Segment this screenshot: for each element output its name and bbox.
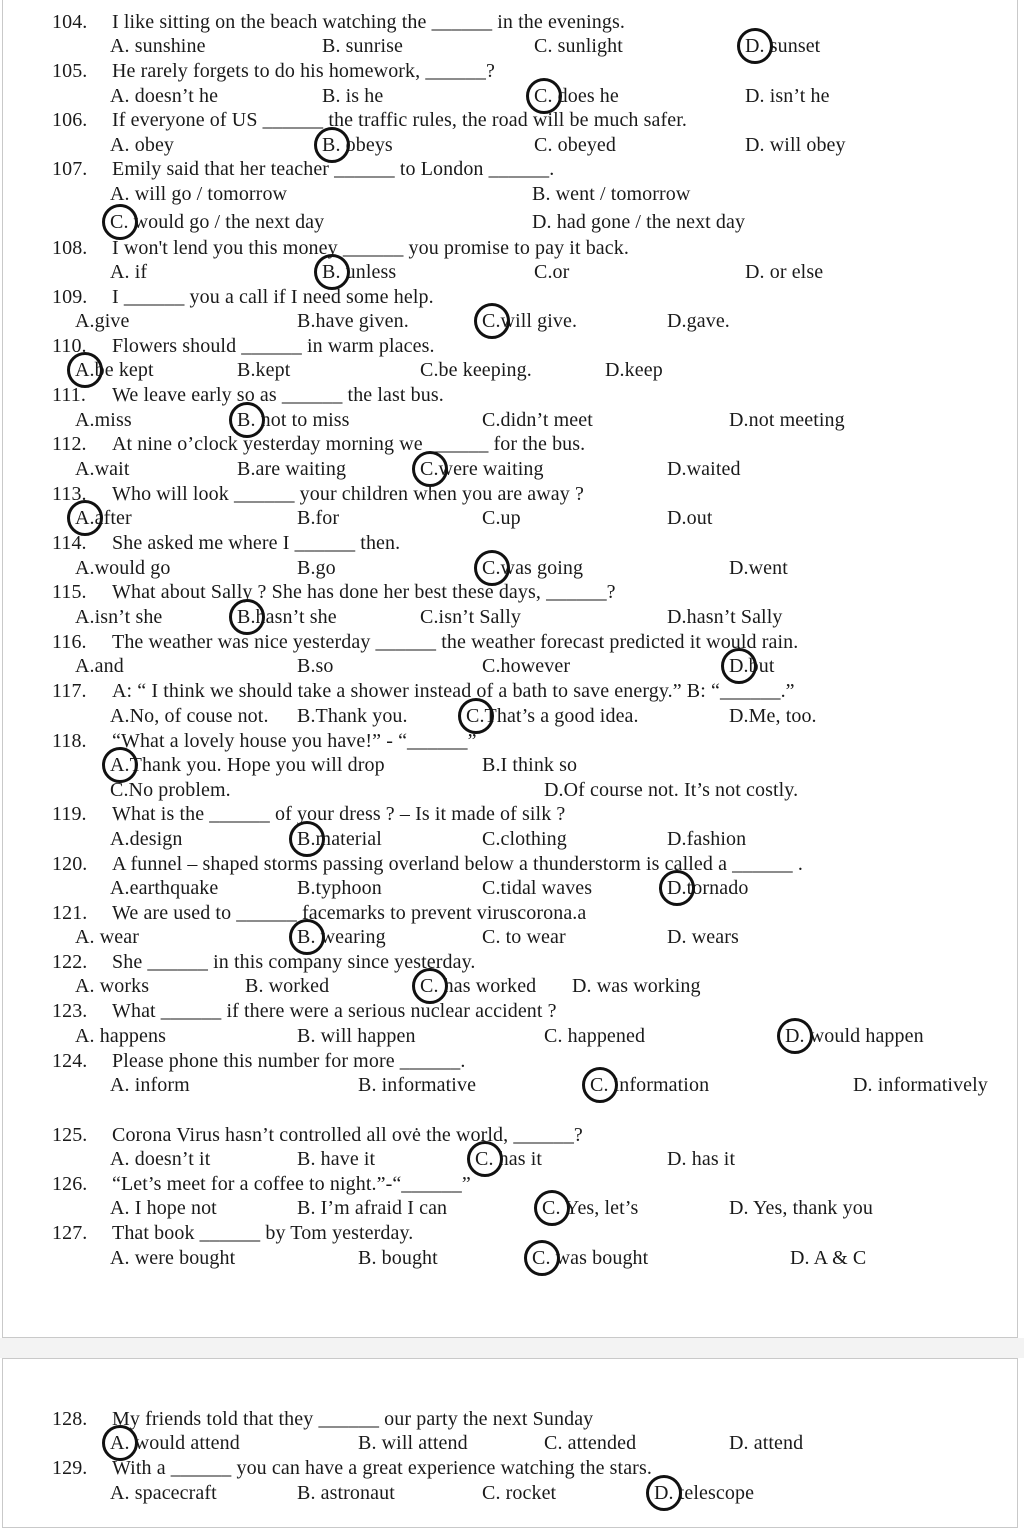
option-c[interactable]: C.tidal waves	[482, 877, 593, 899]
option-a[interactable]: A. I hope not	[110, 1197, 217, 1219]
option-c[interactable]: C.were waiting	[420, 458, 544, 480]
option-b[interactable]: B. went / tomorrow	[532, 183, 691, 205]
option-c[interactable]: C.No problem.	[110, 779, 231, 801]
option-a[interactable]: A.give	[75, 310, 130, 332]
question-number: 108.	[52, 237, 88, 259]
question-number: 121.	[52, 902, 88, 924]
option-c[interactable]: C. sunlight	[534, 35, 623, 57]
option-c[interactable]: C.be keeping.	[420, 359, 532, 381]
option-c[interactable]: C. happened	[544, 1025, 646, 1047]
question-number: 124.	[52, 1050, 88, 1072]
question-number: 126.	[52, 1173, 88, 1195]
option-b[interactable]: B.kept	[237, 359, 291, 381]
option-b[interactable]: B.have given.	[297, 310, 409, 332]
option-c[interactable]: C. was bought	[532, 1247, 649, 1269]
question-number: 123.	[52, 1000, 88, 1022]
option-c[interactable]: C. rocket	[482, 1482, 557, 1504]
question-stem: If everyone of US ______ the traffic rules, the road will be much safer.	[112, 109, 687, 131]
option-d[interactable]: D.Me, too.	[729, 705, 817, 727]
question-stem: I ______ you a call if I need some help.	[112, 286, 434, 308]
option-b[interactable]: B.hasn’t she	[237, 606, 337, 628]
question-number: 119.	[52, 803, 87, 825]
option-b[interactable]: B. not to miss	[237, 409, 350, 431]
option-a[interactable]: A.design	[110, 828, 183, 850]
question-stem: Please phone this number for more ______.	[112, 1050, 466, 1072]
answer-circle-mark	[659, 870, 695, 906]
option-b[interactable]: B. will attend	[358, 1432, 468, 1454]
question-stem: What is the ______ of your dress ? – Is it made of silk ?	[112, 803, 566, 825]
option-a[interactable]: A.isn’t she	[75, 606, 163, 628]
option-c[interactable]: C. does he	[534, 85, 619, 107]
option-a[interactable]: A. sunshine	[110, 35, 206, 57]
question-number: 110.	[52, 335, 87, 357]
option-a[interactable]: A. spacecraft	[110, 1482, 217, 1504]
question-number: 106.	[52, 109, 88, 131]
option-a[interactable]: A.would go	[75, 557, 171, 579]
option-b[interactable]: B. have it	[297, 1148, 376, 1170]
option-c[interactable]: C.That’s a good idea.	[466, 705, 639, 727]
option-c[interactable]: C.up	[482, 507, 521, 529]
answer-circle-mark	[102, 204, 138, 240]
option-c[interactable]: C. Yes, let’s	[542, 1197, 639, 1219]
page-gap	[0, 1338, 1024, 1358]
option-a[interactable]: A.miss	[75, 409, 132, 431]
option-d[interactable]: D.tornado	[667, 877, 749, 899]
option-d[interactable]: D. or else	[745, 261, 824, 283]
option-b[interactable]: B. bought	[358, 1247, 438, 1269]
option-c[interactable]: C.or	[534, 261, 570, 283]
option-a[interactable]: A.be kept	[75, 359, 154, 381]
option-a[interactable]: A.and	[75, 655, 124, 677]
option-b[interactable]: B. sunrise	[322, 35, 403, 57]
option-c[interactable]: C.didn’t meet	[482, 409, 593, 431]
option-b[interactable]: B.Thank you.	[297, 705, 408, 727]
option-b[interactable]: B.are waiting	[237, 458, 347, 480]
option-b[interactable]: B.typhoon	[297, 877, 382, 899]
option-a[interactable]: A. works	[75, 975, 150, 997]
option-a[interactable]: A. doesn’t it	[110, 1148, 211, 1170]
option-d[interactable]: D. will obey	[745, 134, 846, 156]
option-c[interactable]: C.however	[482, 655, 571, 677]
question-stem: That book ______ by Tom yesterday.	[112, 1222, 414, 1244]
question-number: 117.	[52, 680, 87, 702]
option-a[interactable]: A. inform	[110, 1074, 190, 1096]
question-stem: “What a lovely house you have!” - “______”	[112, 730, 477, 752]
question-stem: What ______ if there were a serious nuclear accident ?	[112, 1000, 557, 1022]
question-number: 128.	[52, 1408, 88, 1430]
answer-circle-mark	[524, 1240, 560, 1276]
option-c[interactable]: C. has worked	[420, 975, 537, 997]
question-number: 115.	[52, 581, 87, 603]
option-c[interactable]: C. has it	[475, 1148, 543, 1170]
option-b[interactable]: B.material	[297, 828, 382, 850]
answer-circle-mark	[646, 1475, 682, 1511]
option-b[interactable]: B.I think so	[482, 754, 578, 776]
option-a[interactable]: A.after	[75, 507, 132, 529]
question-number: 105.	[52, 60, 88, 82]
option-d[interactable]: D.keep	[605, 359, 663, 381]
option-d[interactable]: D. would happen	[785, 1025, 924, 1047]
question-stem: A: “ I think we should take a shower instead of a bath to save energy.” B: “______.”	[112, 680, 795, 702]
option-d[interactable]: D. has it	[667, 1148, 736, 1170]
question-number: 122.	[52, 951, 88, 973]
option-d[interactable]: D. A & C	[790, 1247, 867, 1269]
question-number: 125.	[52, 1124, 88, 1146]
option-d[interactable]: D. was working	[572, 975, 701, 997]
option-d[interactable]: D. isn’t he	[745, 85, 830, 107]
question-number: 113.	[52, 483, 87, 505]
option-d[interactable]: D. telescope	[654, 1482, 755, 1504]
option-c[interactable]: C. to wear	[482, 926, 566, 948]
question-number: 129.	[52, 1457, 88, 1479]
option-a[interactable]: A. wear	[75, 926, 140, 948]
option-a[interactable]: A.earthquake	[110, 877, 219, 899]
question-stem: I like sitting on the beach watching the ______ in the evenings.	[112, 11, 625, 33]
question-number: 109.	[52, 286, 88, 308]
option-a[interactable]: A. would attend	[110, 1432, 240, 1454]
question-stem: He rarely forgets to do his homework, ______?	[112, 60, 495, 82]
question-stem: She ______ in this company since yesterday.	[112, 951, 476, 973]
option-d[interactable]: D.but	[729, 655, 775, 677]
question-stem: I won't lend you this money ______ you promise to pay it back.	[112, 237, 629, 259]
option-a[interactable]: A.wait	[75, 458, 130, 480]
question-stem: We are used to ______ facemarks to prevent viruscorona.a	[112, 902, 587, 924]
option-c[interactable]: C.will give.	[482, 310, 578, 332]
option-a[interactable]: A.No, of couse not.	[110, 705, 269, 727]
option-b[interactable]: B.for	[297, 507, 340, 529]
answer-circle-mark	[467, 1141, 503, 1177]
option-d[interactable]: D. sunset	[745, 35, 821, 57]
option-d[interactable]: D.out	[667, 507, 713, 529]
option-c[interactable]: C. would go / the next day	[110, 211, 325, 233]
option-a[interactable]: A. were bought	[110, 1247, 236, 1269]
option-d[interactable]: D. wears	[667, 926, 739, 948]
question-number: 120.	[52, 853, 88, 875]
option-b[interactable]: B.go	[297, 557, 336, 579]
option-d[interactable]: D. informatively	[853, 1074, 988, 1096]
option-d[interactable]: D.not meeting	[729, 409, 845, 431]
option-b[interactable]: B. informative	[358, 1074, 477, 1096]
question-stem: Corona Virus hasn’t controlled all ovė the world, ______?	[112, 1124, 583, 1146]
option-a[interactable]: A. happens	[75, 1025, 166, 1047]
question-number: 107.	[52, 158, 88, 180]
question-number: 104.	[52, 11, 88, 33]
option-c[interactable]: C. obeyed	[534, 134, 616, 156]
option-a[interactable]: A. obey	[110, 134, 175, 156]
option-c[interactable]: C. attended	[544, 1432, 637, 1454]
option-c[interactable]: C.was going	[482, 557, 584, 579]
option-d[interactable]: D.waited	[667, 458, 741, 480]
question-stem: She asked me where I ______ then.	[112, 532, 401, 554]
option-d[interactable]: D. had gone / the next day	[532, 211, 746, 233]
option-d[interactable]: D.hasn’t Sally	[667, 606, 783, 628]
question-stem: The weather was nice yesterday ______ the weather forecast predicted it would rain.	[112, 631, 799, 653]
option-c[interactable]: C. information	[590, 1074, 710, 1096]
question-number: 116.	[52, 631, 87, 653]
option-b[interactable]: B. worked	[245, 975, 330, 997]
option-d[interactable]: D. attend	[729, 1432, 804, 1454]
question-stem: Who will look ______ your children when you are away ?	[112, 483, 584, 505]
option-c[interactable]: C.clothing	[482, 828, 567, 850]
question-stem: “Let’s meet for a coffee to night.”-“______”	[112, 1173, 471, 1195]
option-b[interactable]: B. unless	[322, 261, 397, 283]
option-d[interactable]: D.went	[729, 557, 788, 579]
question-number: 118.	[52, 730, 87, 752]
option-b[interactable]: B. obeys	[322, 134, 393, 156]
question-stem: My friends told that they ______ our party the next Sunday	[112, 1408, 594, 1430]
option-a[interactable]: A.Thank you. Hope you will drop	[110, 754, 385, 776]
question-number: 111.	[52, 384, 86, 406]
question-number: 127.	[52, 1222, 88, 1244]
option-b[interactable]: B. is he	[322, 85, 384, 107]
option-d[interactable]: D. Yes, thank you	[729, 1197, 873, 1219]
answer-circle-mark	[474, 303, 510, 339]
option-a[interactable]: A. doesn’t he	[110, 85, 219, 107]
option-b[interactable]: B. wearing	[297, 926, 386, 948]
question-number: 112.	[52, 433, 87, 455]
option-b[interactable]: B. astronaut	[297, 1482, 395, 1504]
answer-circle-mark	[777, 1018, 813, 1054]
question-stem: With a ______ you can have a great experience watching the stars.	[112, 1457, 652, 1479]
answer-circle-mark	[737, 28, 773, 64]
answer-circle-mark	[582, 1067, 618, 1103]
option-a[interactable]: A. if	[110, 261, 148, 283]
option-b[interactable]: B.so	[297, 655, 334, 677]
option-a[interactable]: A. will go / tomorrow	[110, 183, 288, 205]
question-stem: Emily said that her teacher ______ to London ______.	[112, 158, 555, 180]
option-d[interactable]: D.Of course not. It’s not costly.	[544, 779, 799, 801]
option-b[interactable]: B. I’m afraid I can	[297, 1197, 448, 1219]
option-d[interactable]: D.gave.	[667, 310, 730, 332]
question-stem: A funnel – shaped storms passing overland below a thunderstorm is called a ______ .	[112, 853, 803, 875]
question-stem: What about Sally ? She has done her best these days, ______?	[112, 581, 616, 603]
option-b[interactable]: B. will happen	[297, 1025, 416, 1047]
question-stem: We leave early so as ______ the last bus.	[112, 384, 444, 406]
question-stem: At nine o’clock yesterday morning we ______ for the bus.	[112, 433, 586, 455]
question-number: 114.	[52, 532, 87, 554]
option-c[interactable]: C.isn’t Sally	[420, 606, 521, 628]
option-d[interactable]: D.fashion	[667, 828, 747, 850]
answer-circle-mark	[534, 1190, 570, 1226]
question-stem: Flowers should ______ in warm places.	[112, 335, 435, 357]
